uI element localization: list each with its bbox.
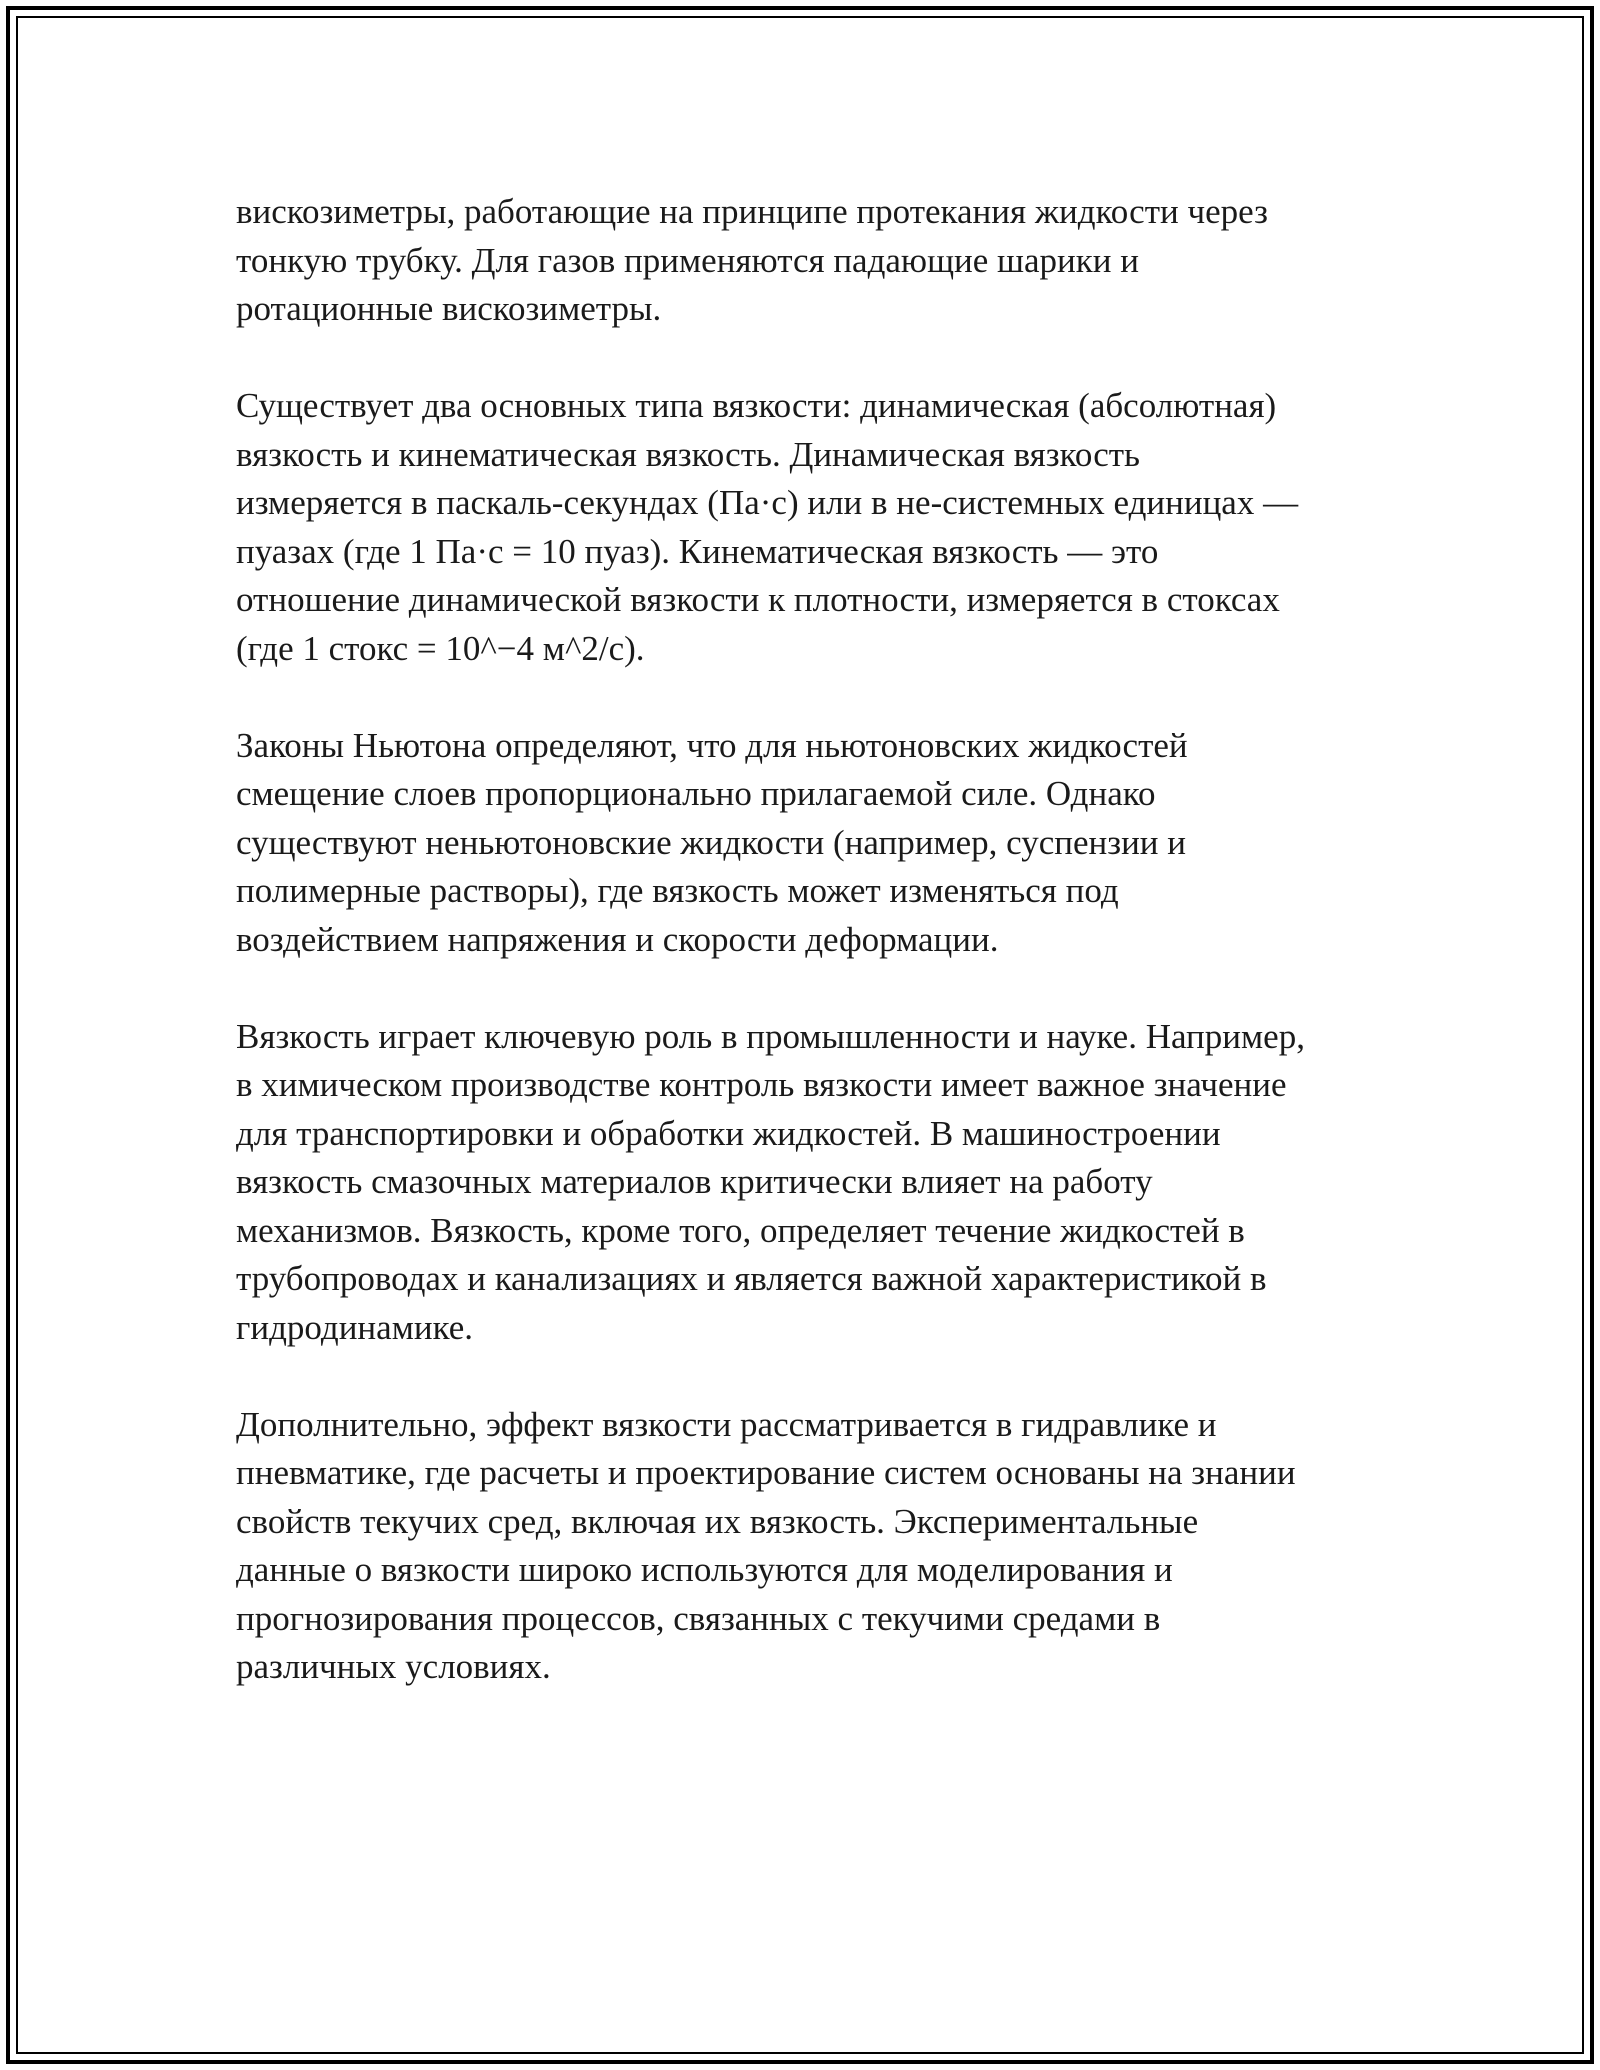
text-line: Дополнительно, эффект вязкости рассматривается в гидравлике и: [236, 1404, 1217, 1444]
text-line: Законы Ньютона определяют, что для ньютоновских жидкостей: [236, 725, 1188, 765]
text-line: пуазах (где 1 Па·с = 10 пуаз). Кинематическая вязкость — это: [236, 531, 1159, 571]
text-line: в химическом производстве контроль вязкости имеет важное значение: [236, 1065, 1287, 1104]
paragraph: [236, 382, 1396, 673]
text-line: Существует два основных типа вязкости: динамическая (абсолютная): [236, 386, 1277, 425]
text-line: гидродинамике.: [236, 1307, 473, 1347]
text-line: (где 1 стокс = 10^−4 м^2/с).: [236, 628, 645, 668]
text-line: воздействием напряжения и скорости деформации.: [236, 919, 999, 959]
text-line: существуют неньютоновские жидкости (например, суспензии и: [236, 822, 1187, 862]
text-line: трубопроводах и канализациях и является важной характеристикой в: [236, 1259, 1267, 1298]
text-line: механизмов. Вязкость, кроме того, определяет течение жидкостей в: [236, 1210, 1245, 1250]
text-line: тонкую трубку. Для газов применяются падающие шарики и: [236, 240, 1139, 280]
paragraph: [236, 1013, 1396, 1353]
text-line: прогнозирования процессов, связанных с текучими средами в: [236, 1598, 1161, 1638]
text-line: данные о вязкости широко используются для моделирования и: [236, 1550, 1173, 1589]
text-line: смещение слоев пропорционально прилагаемой силе. Однако: [236, 774, 1156, 813]
paragraph: [236, 1401, 1396, 1692]
text-line: свойств текучих сред, включая их вязкость. Экспериментальные: [236, 1501, 1199, 1541]
text-line: вязкость смазочных материалов критически влияет на работу: [236, 1162, 1153, 1201]
text-line: вязкость и кинематическая вязкость. Динамическая вязкость: [236, 434, 1140, 474]
text-line: пневматике, где расчеты и проектирование систем основаны на знании: [236, 1453, 1296, 1492]
text-line: измеряется в паскаль-секундах (Па·с) или в не-системных единицах —: [236, 483, 1299, 522]
text-line: вискозиметры, работающие на принципе протекания жидкости через: [236, 192, 1268, 231]
text-line: полимерные растворы), где вязкость может изменяться под: [236, 871, 1119, 910]
text-line: отношение динамической вязкости к плотности, измеряется в стоксах: [236, 580, 1280, 619]
paragraph: [236, 188, 1396, 334]
text-line: для транспортировки и обработки жидкостей. В машиностроении: [236, 1113, 1221, 1153]
text-line: ротационные вискозиметры.: [236, 289, 662, 328]
document-body: [236, 188, 1396, 1740]
text-line: Вязкость играет ключевую роль в промышленности и науке. Например,: [236, 1016, 1305, 1056]
paragraph: [236, 722, 1396, 965]
text-line: различных условиях.: [236, 1647, 551, 1686]
